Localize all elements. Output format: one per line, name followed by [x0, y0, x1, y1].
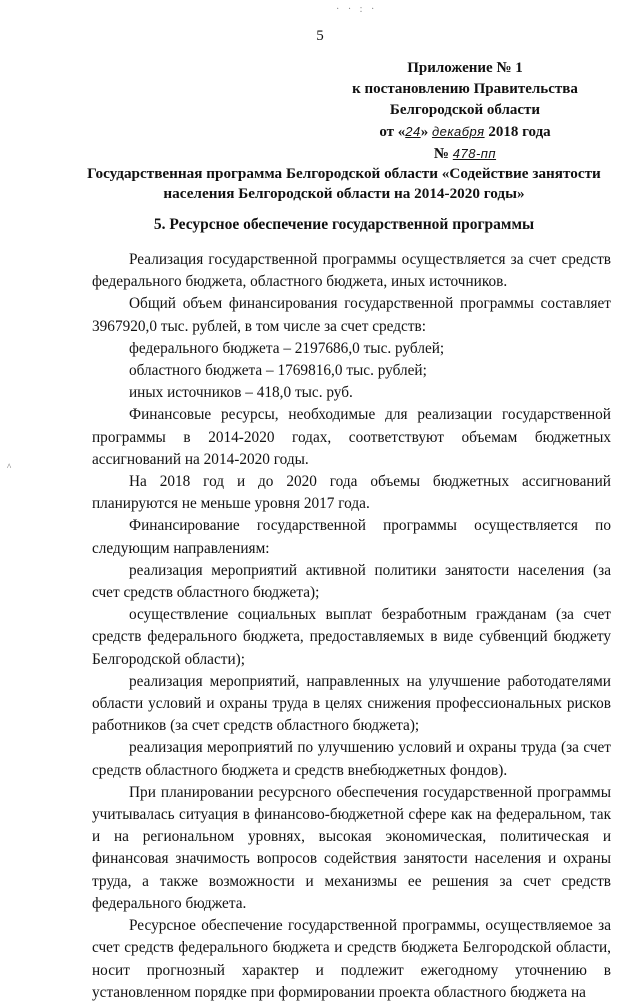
list-item: областного бюджета – 1769816,0 тыс. рублей; — [129, 362, 427, 380]
section-heading: 5. Ресурсное обеспечение государственной программы — [153, 216, 535, 233]
list-item: реализация мероприятий активной политики занятости населения (за счет средств областного бюджета); — [92, 561, 611, 602]
list-item: осуществление социальных выплат безработным гражданам (за счет средств федерального бюджета, предоставляемых в виде субвенций бюджету Белгородской области); — [92, 606, 611, 668]
margin-mark: ^ — [7, 462, 12, 472]
paragraph: При планировании ресурсного обеспечения государственной программы учитывалась ситуация в финансово-бюджетной сфере как на федеральном, так и на региональном уровнях, высокая экономическая, политическая и финансовая значимость вопросов содействия занятости населения и охраны труда, а также возможности и механизмы ее решения за счет средств федерального бюджета. — [92, 783, 611, 912]
paragraph: На 2018 год и до 2020 года объемы бюджетных ассигнований планируются не меньше уровня 2017 года. — [92, 473, 611, 513]
paragraph: Общий объем финансирования государственной программы составляет 3967920,0 тыс. рублей, в том числе за счет средств: — [92, 295, 611, 335]
program-title: Государственная программа Белгородской области «Содействие занятости населения Белгородской области на 2014-2020 годы» — [87, 165, 601, 202]
date-month: декабря — [431, 124, 485, 139]
scan-marks: · · : · — [336, 4, 378, 15]
list-item: иных источников – 418,0 тыс. руб. — [129, 384, 353, 402]
date-day: 24 — [405, 124, 421, 139]
paragraph: Финансовые ресурсы, необходимые для реализации государственной программы в 2014-2020 годах, соответствуют объемам бюджетных ассигнований на 2014-2020 годы. — [92, 406, 611, 468]
appendix-title: Приложение № 1 — [407, 60, 523, 76]
list-item: реализация мероприятий, направленных на улучшение работодателями области условий и охраны труда в целях снижения профессиональных рисков работников (за счет средств областного бюджета); — [92, 672, 611, 735]
date-year: 2018 года — [488, 124, 551, 140]
paragraph: Финансирование государственной программы осуществляется по следующим направлениям: — [92, 517, 611, 557]
list-item: реализация мероприятий по улучшению условий и охраны труда (за счет средств областного бюджета и средств внебюджетных фондов). — [92, 739, 611, 779]
date-prefix: от « — [379, 124, 406, 140]
number-value: 478-пп — [452, 146, 497, 161]
page-number: 5 — [316, 28, 324, 44]
appendix-block — [340, 58, 590, 165]
appendix-region: Белгородской области — [389, 102, 541, 118]
appendix-date — [340, 121, 590, 143]
list-item: федерального бюджета – 2197686,0 тыс. рублей; — [129, 339, 445, 357]
number-prefix: № — [433, 146, 449, 162]
paragraph: Реализация государственной программы осуществляется за счет средств федерального бюджета, областного бюджета, иных источников. — [92, 251, 611, 291]
appendix-number — [340, 143, 590, 165]
document-body — [92, 249, 611, 1004]
appendix-resolution: к постановлению Правительства — [352, 81, 578, 97]
paragraph: Ресурсное обеспечение государственной программы, осуществляемое за счет средств федерального бюджета и средств бюджета Белгородской области, носит прогнозный характер и подлежит ежегодному уточнению в установленном порядке при формировании проекта областного бюджета на — [92, 917, 611, 1001]
date-mid: » — [420, 124, 429, 140]
